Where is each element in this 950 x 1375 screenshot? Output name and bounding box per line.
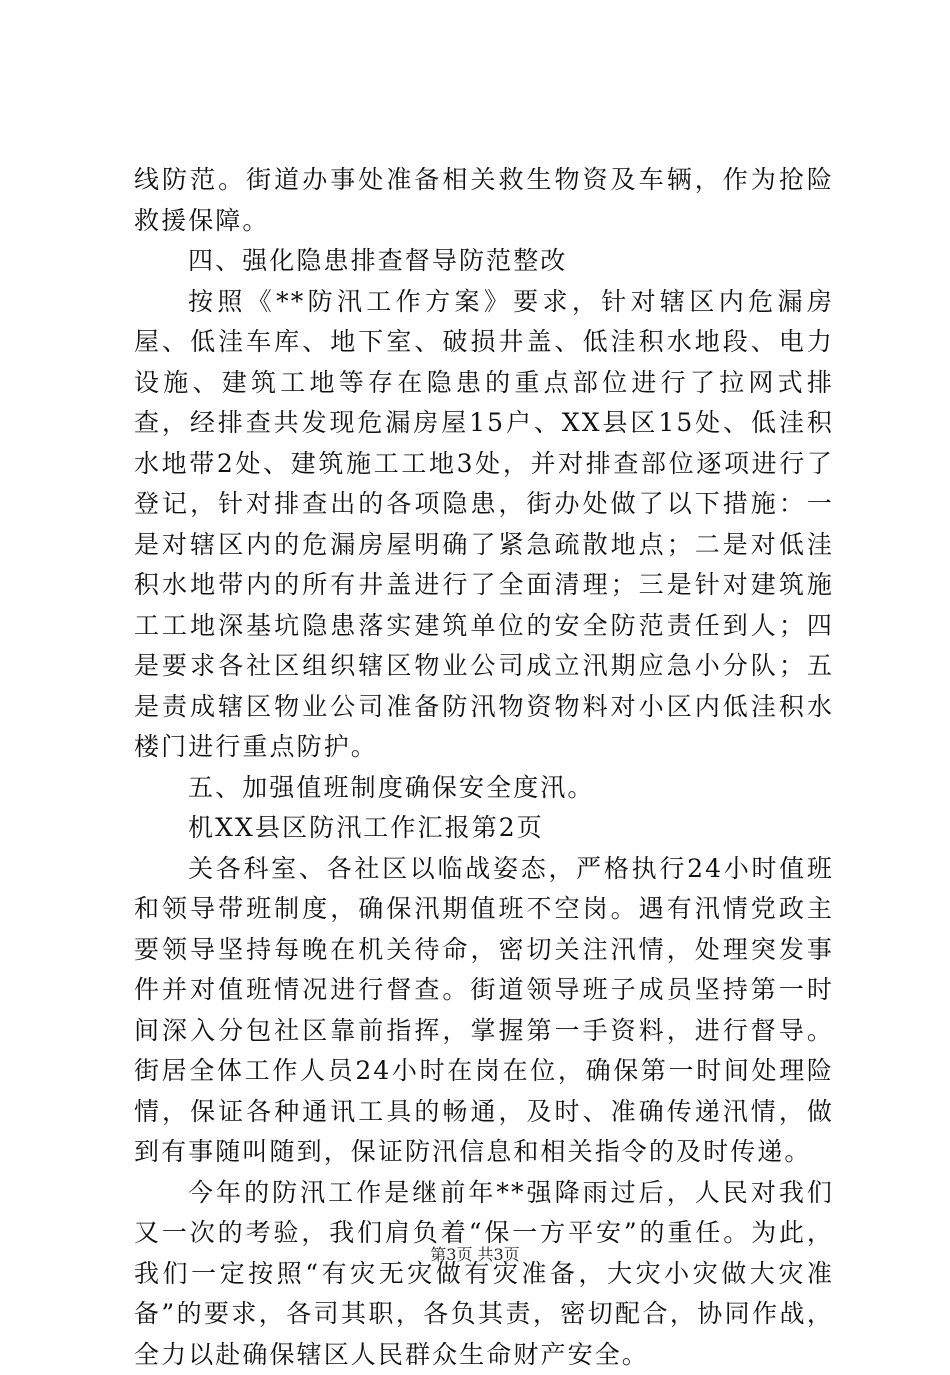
section-heading-4: 四、强化隐患排查督导防范整改 (134, 241, 834, 282)
paragraph-duty-system: 关各科室、各社区以临战姿态，严格执行24小时值班和领导带班制度，确保汛期值班不空岗。遇有汛情党政主要领导坚持每晚在机关待命，密切关注汛情，处理突发事件并对值班情况进行督查。街道领导班子成员坚持第一时间深入分包社区靠前指挥，掌握第一手资料，进行督导。街居全体工作人员24小时在岗在位，确保第一时间处理险情，保证各种通讯工具的畅通，及时、准确传递汛情，做到有事随叫随到，保证防汛信息和相关指令的及时传递。 (134, 849, 834, 1173)
document-body (134, 160, 834, 1375)
paragraph-continuation: 线防范。街道办事处准备相关救生物资及车辆，作为抢险救援保障。 (134, 160, 834, 241)
page-footer: 第3页 共3页 (0, 1242, 950, 1265)
paragraph-hazard-inspection: 按照《**防汛工作方案》要求，针对辖区内危漏房屋、低洼车库、地下室、破损井盖、低洼积水地段、电力设施、建筑工地等存在隐患的重点部位进行了拉网式排查，经排查共发现危漏房屋15户、XX县区15处、低洼积水地带2处、建筑施工工地3处，并对排查部位逐项进行了登记，针对排查出的各项隐患，街办处做了以下措施：一是对辖区内的危漏房屋明确了紧急疏散地点；二是对低洼积水地带内的所有井盖进行了全面清理；三是针对建筑施工工地深基坑隐患落实建筑单位的安全防范责任到人；四是要求各社区组织辖区物业公司成立汛期应急小分队；五是责成辖区物业公司准备防汛物资物料对小区内低洼积水楼门进行重点防护。 (134, 282, 834, 768)
section-heading-5: 五、加强值班制度确保安全度汛。 (134, 768, 834, 809)
paragraph-conclusion: 今年的防汛工作是继前年**强降雨过后，人民对我们又一次的考验，我们肩负着“保一方平安”的重任。为此，我们一定按照“有灾无灾做有灾准备，大灾小灾做大灾准备”的要求，各司其职，各负其责，密切配合，协同作战，全力以赴确保辖区人民群众生命财产安全。 (134, 1173, 834, 1375)
page-marker-line: 机XX县区防汛工作汇报第2页 (134, 808, 834, 849)
